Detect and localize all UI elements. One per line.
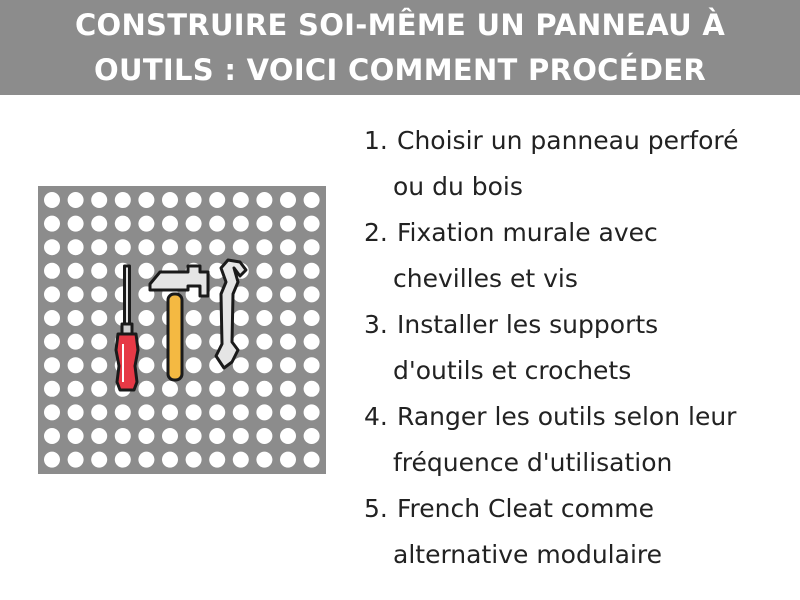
pegboard-hole (186, 216, 202, 232)
pegboard-hole (138, 428, 154, 444)
step-text: French Cleat comme (397, 494, 655, 523)
pegboard-hole (304, 239, 320, 255)
title-line-2: OUTILS : VOICI COMMENT PROCÉDER (94, 53, 706, 87)
pegboard-hole (256, 404, 272, 420)
pegboard-hole (233, 357, 249, 373)
pegboard-hole (138, 334, 154, 350)
pegboard-hole (256, 216, 272, 232)
pegboard-hole (233, 452, 249, 468)
step-2 (364, 210, 794, 302)
pegboard-hole (256, 310, 272, 326)
pegboard-hole (138, 310, 154, 326)
pegboard-hole (256, 357, 272, 373)
pegboard-hole (68, 286, 84, 302)
pegboard-hole (162, 404, 178, 420)
pegboard-hole (280, 216, 296, 232)
step-text: Installer les supports (397, 310, 659, 339)
step-text-continuation: d'outils et crochets (393, 356, 632, 385)
step-text-continuation: chevilles et vis (393, 264, 578, 293)
pegboard-hole (44, 334, 60, 350)
pegboard-hole (138, 263, 154, 279)
pegboard-hole (68, 239, 84, 255)
pegboard-hole (68, 381, 84, 397)
pegboard-hole (304, 286, 320, 302)
pegboard-hole (44, 428, 60, 444)
pegboard-hole (186, 452, 202, 468)
step-text-continuation: fréquence d'utilisation (393, 448, 673, 477)
pegboard-hole (256, 286, 272, 302)
pegboard-hole (233, 192, 249, 208)
title-banner (0, 0, 800, 95)
pegboard-hole (44, 239, 60, 255)
pegboard-hole (91, 263, 107, 279)
pegboard-hole (280, 357, 296, 373)
pegboard-hole (138, 357, 154, 373)
pegboard-hole (186, 310, 202, 326)
pegboard-hole (138, 239, 154, 255)
pegboard-hole (68, 192, 84, 208)
pegboard-hole (91, 404, 107, 420)
title-line-1: CONSTRUIRE SOI-MÊME UN PANNEAU À (74, 8, 726, 42)
pegboard-hole (186, 192, 202, 208)
pegboard-hole (162, 428, 178, 444)
pegboard-hole (256, 452, 272, 468)
pegboard-hole (304, 192, 320, 208)
pegboard-hole (68, 263, 84, 279)
pegboard-hole (115, 192, 131, 208)
pegboard-hole (256, 428, 272, 444)
step-text-continuation: ou du bois (393, 172, 523, 201)
pegboard-hole (256, 381, 272, 397)
step-number: 2. (364, 218, 388, 247)
pegboard-hole (68, 216, 84, 232)
step-number: 1. (364, 126, 388, 155)
pegboard-hole (209, 192, 225, 208)
step-3 (364, 302, 794, 394)
pegboard-hole (280, 239, 296, 255)
pegboard-hole (186, 334, 202, 350)
pegboard-hole (304, 334, 320, 350)
pegboard-hole (186, 428, 202, 444)
pegboard-hole (233, 404, 249, 420)
step-1 (364, 118, 794, 210)
step-text-continuation: alternative modulaire (393, 540, 663, 569)
pegboard-hole (44, 357, 60, 373)
pegboard-hole (209, 216, 225, 232)
pegboard-hole (186, 381, 202, 397)
pegboard-hole (186, 239, 202, 255)
step-text: Ranger les outils selon leur (397, 402, 737, 431)
pegboard-hole (44, 404, 60, 420)
pegboard-hole (44, 286, 60, 302)
pegboard-hole (68, 357, 84, 373)
pegboard-hole (91, 239, 107, 255)
step-5 (364, 486, 794, 578)
pegboard-hole (115, 428, 131, 444)
pegboard-hole (280, 310, 296, 326)
pegboard-hole (280, 334, 296, 350)
pegboard-hole (91, 357, 107, 373)
pegboard-hole (44, 216, 60, 232)
pegboard-hole (44, 263, 60, 279)
pegboard-hole (280, 404, 296, 420)
pegboard-hole (91, 334, 107, 350)
pegboard-hole (115, 216, 131, 232)
pegboard-hole (233, 310, 249, 326)
pegboard-hole (68, 310, 84, 326)
pegboard-hole (304, 404, 320, 420)
step-text: Fixation murale avec (397, 218, 658, 247)
pegboard-hole (91, 452, 107, 468)
pegboard-hole (91, 381, 107, 397)
step-4 (364, 394, 794, 486)
pegboard-hole (256, 239, 272, 255)
pegboard-hole (304, 357, 320, 373)
pegboard-hole (91, 216, 107, 232)
pegboard-hole (91, 286, 107, 302)
pegboard-hole (68, 334, 84, 350)
pegboard-hole (68, 452, 84, 468)
pegboard-hole (138, 452, 154, 468)
instruction-list (364, 118, 794, 578)
step-number: 5. (364, 494, 388, 523)
pegboard-hole (138, 404, 154, 420)
pegboard-hole (91, 192, 107, 208)
pegboard-hole (280, 452, 296, 468)
step-number: 3. (364, 310, 388, 339)
pegboard-hole (280, 263, 296, 279)
pegboard-hole (68, 404, 84, 420)
pegboard-illustration (38, 186, 326, 474)
pegboard-hole (256, 192, 272, 208)
pegboard-hole (138, 381, 154, 397)
pegboard-hole (256, 263, 272, 279)
pegboard-hole (280, 428, 296, 444)
pegboard-hole (115, 239, 131, 255)
pegboard-hole (304, 452, 320, 468)
pegboard-hole (44, 452, 60, 468)
pegboard-hole (115, 404, 131, 420)
pegboard-hole (233, 381, 249, 397)
pegboard-hole (44, 310, 60, 326)
pegboard-hole (256, 334, 272, 350)
pegboard-hole (304, 263, 320, 279)
pegboard-hole (209, 452, 225, 468)
pegboard-hole (162, 381, 178, 397)
pegboard-hole (209, 404, 225, 420)
pegboard-hole (280, 381, 296, 397)
pegboard-hole (115, 452, 131, 468)
pegboard-hole (233, 239, 249, 255)
pegboard-hole (44, 192, 60, 208)
pegboard-hole (304, 310, 320, 326)
pegboard-hole (304, 216, 320, 232)
pegboard-hole (162, 216, 178, 232)
pegboard-hole (68, 428, 84, 444)
pegboard-hole (304, 428, 320, 444)
pegboard-hole (138, 216, 154, 232)
pegboard-hole (162, 239, 178, 255)
pegboard-hole (304, 381, 320, 397)
step-text: Choisir un panneau perforé (397, 126, 739, 155)
pegboard-hole (44, 381, 60, 397)
pegboard-hole (186, 404, 202, 420)
pegboard-hole (209, 381, 225, 397)
pegboard-hole (209, 239, 225, 255)
pegboard-hole (91, 310, 107, 326)
pegboard-hole (233, 428, 249, 444)
step-number: 4. (364, 402, 388, 431)
pegboard-hole (209, 428, 225, 444)
pegboard-hole (91, 428, 107, 444)
pegboard-hole (186, 357, 202, 373)
pegboard-hole (162, 192, 178, 208)
pegboard-hole (280, 286, 296, 302)
pegboard-hole (280, 192, 296, 208)
pegboard-hole (162, 452, 178, 468)
pegboard-hole (138, 192, 154, 208)
pegboard-hole (233, 216, 249, 232)
